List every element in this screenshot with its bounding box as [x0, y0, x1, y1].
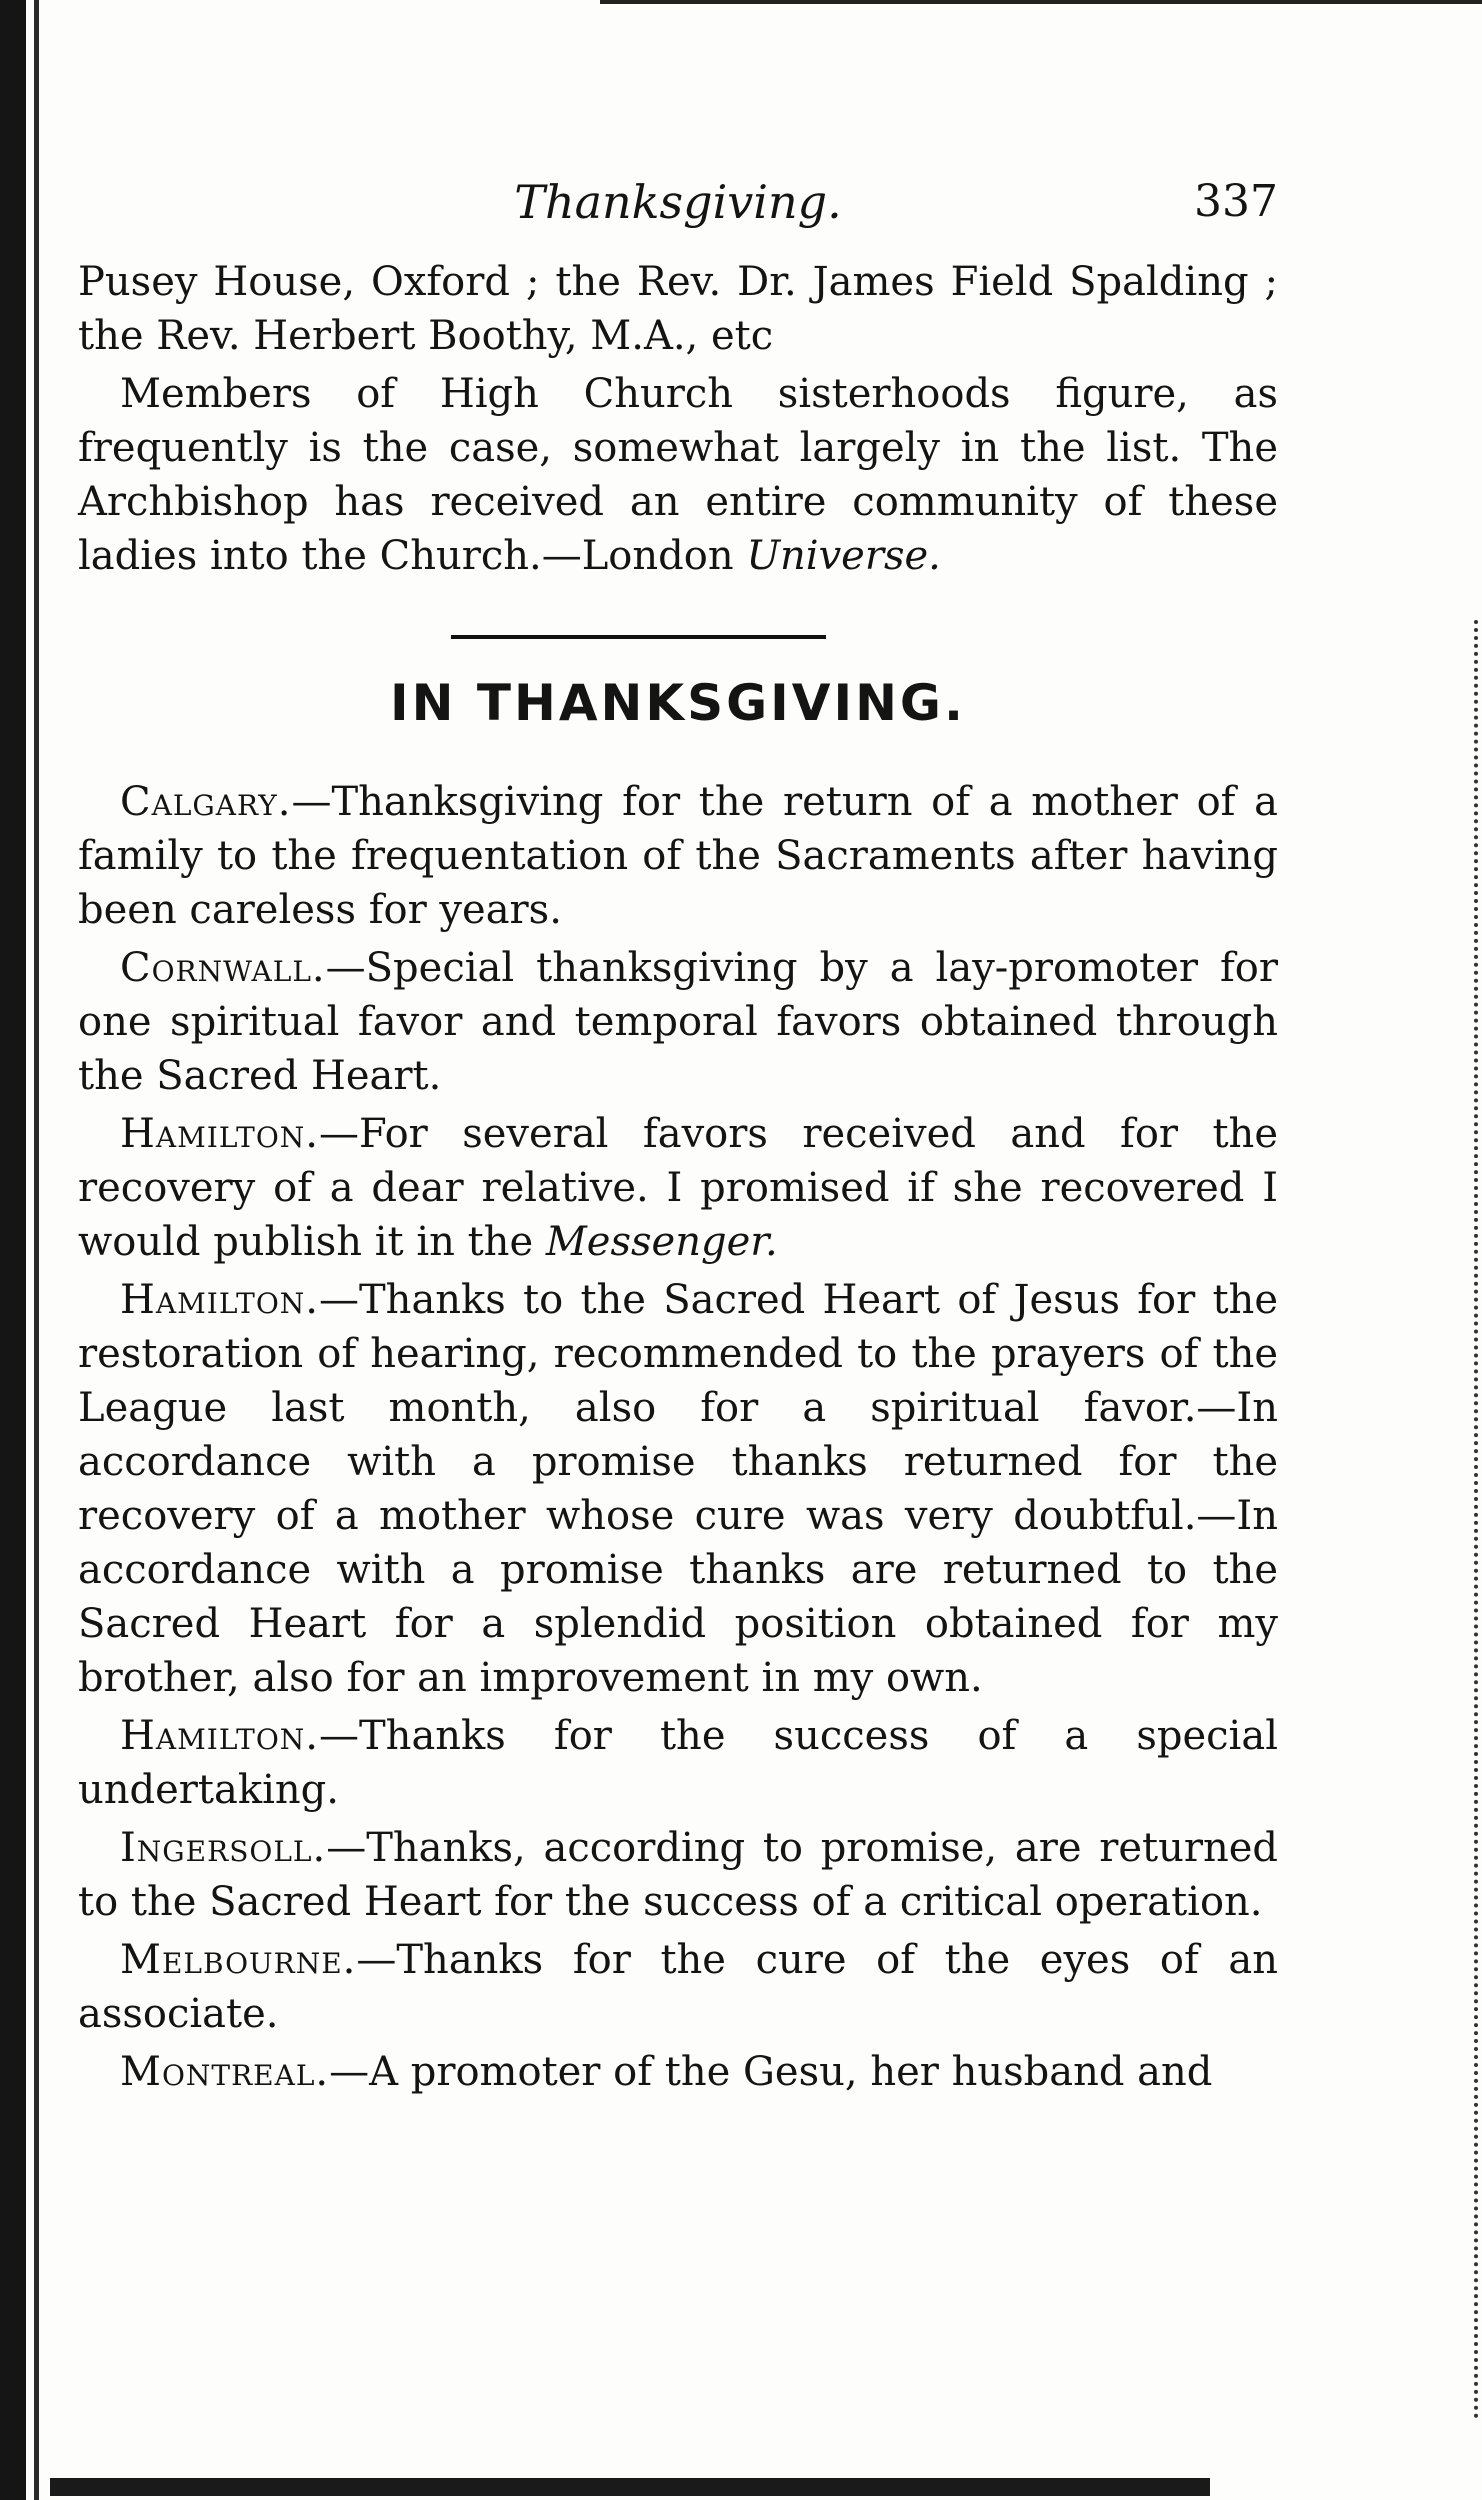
sisterhoods-text: Members of High Church sisterhoods figure, as frequently is the case, somewhat largely in the list. The Archbishop has received an entire community of these ladies into the Church.—London [78, 371, 1278, 579]
entry-cornwall [78, 941, 1278, 1103]
entry-place: Calgary. [120, 779, 292, 825]
section-divider [451, 635, 826, 639]
source-citation: Universe. [746, 533, 941, 579]
carry-over-paragraph: Pusey House, Oxford ; the Rev. Dr. James Field Spalding ; the Rev. Herbert Boothy, M.A., etc [78, 259, 1278, 359]
entry-text: —Special thanksgiving by a lay-promoter for one spiritual favor and temporal favors obtained through the Sacred Heart. [78, 945, 1278, 1099]
entry-ingersoll [78, 1821, 1278, 1929]
running-head [78, 175, 1278, 255]
entry-text: —Thanks to the Sacred Heart of Jesus for the restoration of hearing, recommended to the prayers of the League last month, also for a spiritual favor.—In accordance with a promise thanks returned for the recovery of a mother whose cure was very doubtful.—In accordance with a promise thanks are returned to the Sacred Heart for a splendid position obtained for my brother, also for an improvement in my own. [78, 1277, 1278, 1701]
messenger-title: Messenger. [545, 1219, 778, 1265]
top-edge-line [600, 0, 1482, 4]
running-title: Thanksgiving. [514, 175, 842, 229]
page-edge-shadow [0, 0, 26, 2500]
page-number: 337 [1194, 176, 1278, 227]
entry-place: Ingersoll. [120, 1825, 327, 1871]
entry-place: Hamilton. [120, 1713, 319, 1759]
entry-text: —Thanks for the cure of the eyes of an associate. [78, 1937, 1278, 2037]
entry-place: Melbourne. [120, 1937, 357, 1983]
entry-montreal [78, 2045, 1278, 2099]
page-edge-line [34, 0, 39, 2500]
entry-hamilton-1 [78, 1107, 1278, 1269]
entry-text: —For several favors received and for the recovery of a dear relative. I promised if she recovered I would publish it in the [78, 1111, 1278, 1265]
entry-text: —Thanks for the success of a special undertaking. [78, 1713, 1278, 1813]
entry-text: —Thanks, according to promise, are returned to the Sacred Heart for the success of a critical operation. [78, 1825, 1278, 1925]
entry-place: Montreal. [120, 2049, 330, 2095]
entry-hamilton-3 [78, 1709, 1278, 1817]
bottom-edge-line [50, 2478, 1210, 2496]
right-edge-specks [1464, 620, 1478, 2420]
entry-hamilton-2 [78, 1273, 1278, 1705]
entry-place: Cornwall. [120, 945, 326, 991]
book-page [78, 175, 1278, 2103]
entry-calgary [78, 775, 1278, 937]
entry-text: —Thanksgiving for the return of a mother of a family to the frequentation of the Sacraments after having been careless for years. [78, 779, 1278, 933]
entry-text: —A promoter of the Gesu, her husband and [329, 2049, 1213, 2095]
sisterhoods-paragraph [78, 367, 1278, 583]
entry-melbourne [78, 1933, 1278, 2041]
section-heading: IN THANKSGIVING. [390, 674, 966, 732]
entry-place: Hamilton. [120, 1277, 319, 1323]
entry-place: Hamilton. [120, 1111, 319, 1157]
